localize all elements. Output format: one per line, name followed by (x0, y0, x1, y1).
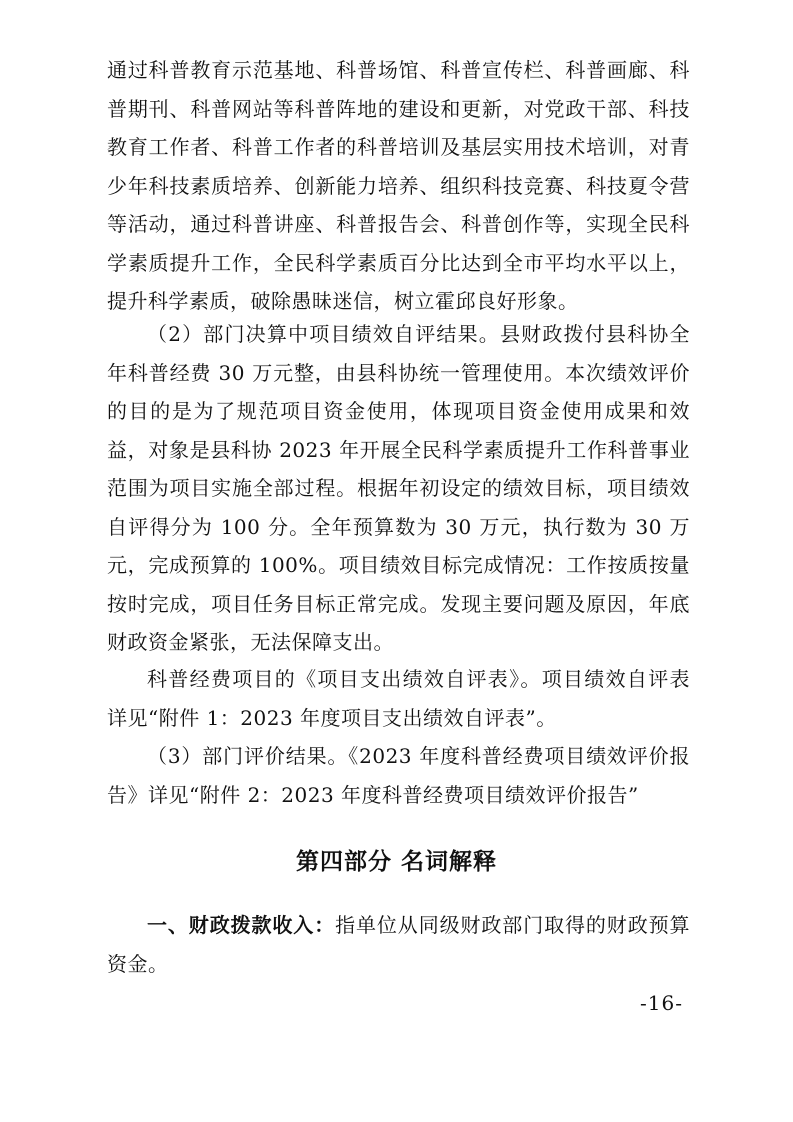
section-heading: 第四部分 名词解释 (295, 849, 497, 875)
paragraph-evaluation-table-reference: 科普经费项目的《项目支出绩效自评表》。项目绩效自评表详见“附件 1：2023 年度项目支出绩效自评表”。 (107, 667, 690, 730)
page-number: -16- (640, 991, 683, 1015)
paragraph-department-evaluation-result: （3）部门评价结果。《2023 年度科普经费项目绩效评价报告》详见“附件 2：2023 年度科普经费项目绩效评价报告” (107, 744, 690, 807)
paragraph-science-popularization: 通过科普教育示范基地、科普场馆、科普宣传栏、科普画廊、科普期刊、科普网站等科普阵地的建设和更新，对党政干部、科技教育工作者、科普工作者的科普培训及基层实用技术培训，对青少年科技素质培养、创新能力培养、组织科技竞赛、科技夏令营等活动，通过科普讲座、科普报告会、科普创作等，实现全民科学素质提升工作，全民科学素质百分比达到全市平均水平以上，提升科学素质，破除愚昧迷信，树立霍邱良好形象。 (107, 58, 690, 313)
definition-paragraph (107, 906, 690, 983)
definition-term: 一、财政拨款收入： (147, 913, 336, 937)
definition-text: 指单位从同级财政部门取得的财政预算资金。 (107, 913, 691, 976)
paragraph-project-self-evaluation: （2）部门决算中项目绩效自评结果。县财政拨付县科协全年科普经费 30 万元整，由县科协统一管理使用。本次绩效评价的目的是为了规范项目资金使用，体现项目资金使用成果和效益，对象是县科协 2023 年开展全民科学素质提升工作科普事业范围为项目实施全部过程。根据年初设定的绩效目标，项目绩效自评得分为 100 分。全年预算数为 30 万元，执行数为 30 万元，完成预算的 100%。项目绩效目标完成情况：工作按质按量按时完成，项目任务目标正常完成。发现主要问题及原因，年底财政资金紧张，无法保障支出。 (107, 322, 690, 654)
